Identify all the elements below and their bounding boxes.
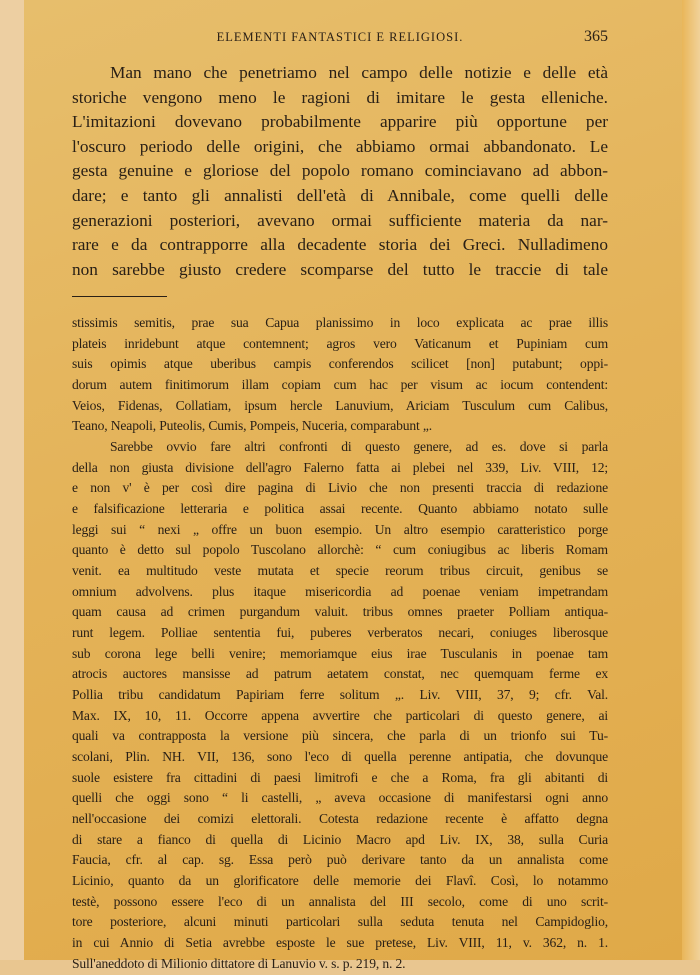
text-line: suis opimis atque uberibus campis conferendos scilicet [non] putabunt; oppi- [72, 356, 608, 372]
text-line: nell'occasione dei comizi elettorali. Cotesta redazione recente è affatto degna [72, 811, 608, 827]
text-line: di stare a fianco di quella di Licinio Macro apd Liv. IX, 38, sulla Curia [72, 831, 608, 847]
text-line: dare; e tanto gli annalisti dell'età di Annibale, come quelli delle [72, 185, 608, 205]
text-line: Teano, Neapoli, Puteolis, Cumis, Pompeis, Nuceria, comparabunt „. [72, 418, 433, 434]
text-line: quam causa ad crimen purgandum valuit. tribus omnes praeter Polliam antiqua- [72, 604, 608, 620]
page-header [72, 28, 608, 48]
text-line: L'imitazioni dovevano probabilmente apparire più opportune per [72, 112, 608, 132]
text-line: omnium advolvens. plus itaque misericordia ad poenae veniam impetrandam [72, 583, 608, 599]
text-line: e falsificazione letteraria e politica assai recente. Quanto abbiamo notato sulle [72, 501, 608, 517]
text-line: leggi sui “ nexi „ offre un buon esempio. Un altro esempio caratteristico porge [72, 521, 608, 537]
text-line: quelli che oggi sono “ li castelli, „ aveva occasione di manifestarsi ogni anno [72, 790, 608, 806]
text-line: Sull'aneddoto di Milionio dittatore di Lanuvio v. s. p. 219, n. 2. [72, 955, 406, 971]
text-line: Man mano che penetriamo nel campo delle notizie e delle età [110, 63, 608, 82]
page-edge-right [682, 0, 700, 960]
text-line: Licinio, quanto da un glorificatore delle memorie dei Flavî. Così, lo notammo [72, 873, 608, 889]
text-line: dorum autem finitimorum illam copiam cum hac per visum ac iocum contendent: [72, 377, 608, 393]
text-line: storiche vengono meno le ragioni di imitare le gesta elleniche. [72, 87, 608, 107]
text-line: venit. ea multitudo veste mutata et specie reorum tribus circuit, genibus se [72, 563, 608, 579]
text-line: stissimis semitis, prae sua Capua planissimo in loco explicata ac prae illis [72, 315, 608, 330]
text-line: atrocis auctores mansisse ad patrum aetatem constat, nec quemquam ferme ex [72, 666, 608, 682]
text-line: quali va contrapposta la versione più sincera, che parla di un trionfo sui Tu- [72, 728, 608, 744]
text-line: in cui Annio di Setia avrebbe esposte le sue pretese, Liv. VIII, 11, v. 362, n. 1. [72, 935, 608, 951]
text-line: runt legem. Polliae sententia fui, puberes verberatos necari, coniuges liberosque [72, 625, 608, 641]
text-line: tore posteriore, alcuni minuti particolari sulla seduta tenuta nel Campidoglio, [72, 914, 608, 930]
running-title: ELEMENTI FANTASTICI E RELIGIOSI. [216, 30, 464, 44]
text-line: della non giusta divisione dell'agro Falerno fatta ai plebei nel 339, Liv. VIII, 12; [72, 459, 608, 475]
text-line: Sarebbe ovvio fare altri confronti di questo genere, ad es. dove si parla [110, 439, 608, 455]
text-line: scolani, Plin. NH. VII, 136, sono l'eco di quella perenne antipatia, che dovunque [72, 749, 608, 765]
text-line: sub corona lege belli venire; memoriamque eius irae Tusculanis in poenae tam [72, 645, 608, 661]
text-line: l'oscuro periodo delle origini, che abbiamo ormai abbandonato. Le [72, 136, 608, 156]
page-number: 365 [584, 28, 608, 45]
text-line: quanto è detto sul popolo Tuscolano allorchè: “ cum coniugibus ac liberis Romam [72, 542, 608, 558]
text-line: plateis inridebunt atque contemnent; agros vero Vaticanum et Pupiniam cum [72, 335, 608, 351]
text-line: testè, possono essere l'eco di un annalista del III secolo, come di uno scrit- [72, 893, 608, 909]
text-line: Max. IX, 10, 11. Occorre appena avvertire che particolari di questo genere, ai [72, 707, 608, 723]
page-margin-left [0, 0, 24, 960]
text-line: suole esistere fra cittadini di paesi limitrofi e che a Roma, fra gli abitanti di [72, 769, 608, 785]
text-line: generazioni posteriori, avevano ormai sufficiente materia da nar- [72, 210, 608, 230]
text-line: rare e da contrapporre alla decadente storia dei Greci. Nulladimeno [72, 235, 608, 255]
text-line: Veios, Fidenas, Collatiam, ipsum hercle Lanuvium, Ariciam Tusculum cum Calibus, [72, 397, 608, 413]
text-line: gesta genuine e gloriose del popolo romano cominciavano ad abbon- [72, 161, 608, 181]
footnotes [72, 313, 608, 975]
footnote-rule [72, 296, 167, 297]
text-line: Faucia, cfr. al cap. sg. Essa però può derivare tanto da un annalista come [72, 852, 608, 868]
text-line: non sarebbe giusto credere scomparse del tutto le traccie di tale [72, 259, 608, 279]
text-line: Pollia tribu candidatum Papiriam ferre solitum „. Liv. VIII, 37, 9; cfr. Val. [72, 687, 608, 703]
text-line: e non v' è per così dire pagina di Livio che non presenti traccia di redazione [72, 480, 608, 496]
main-text [72, 61, 608, 282]
